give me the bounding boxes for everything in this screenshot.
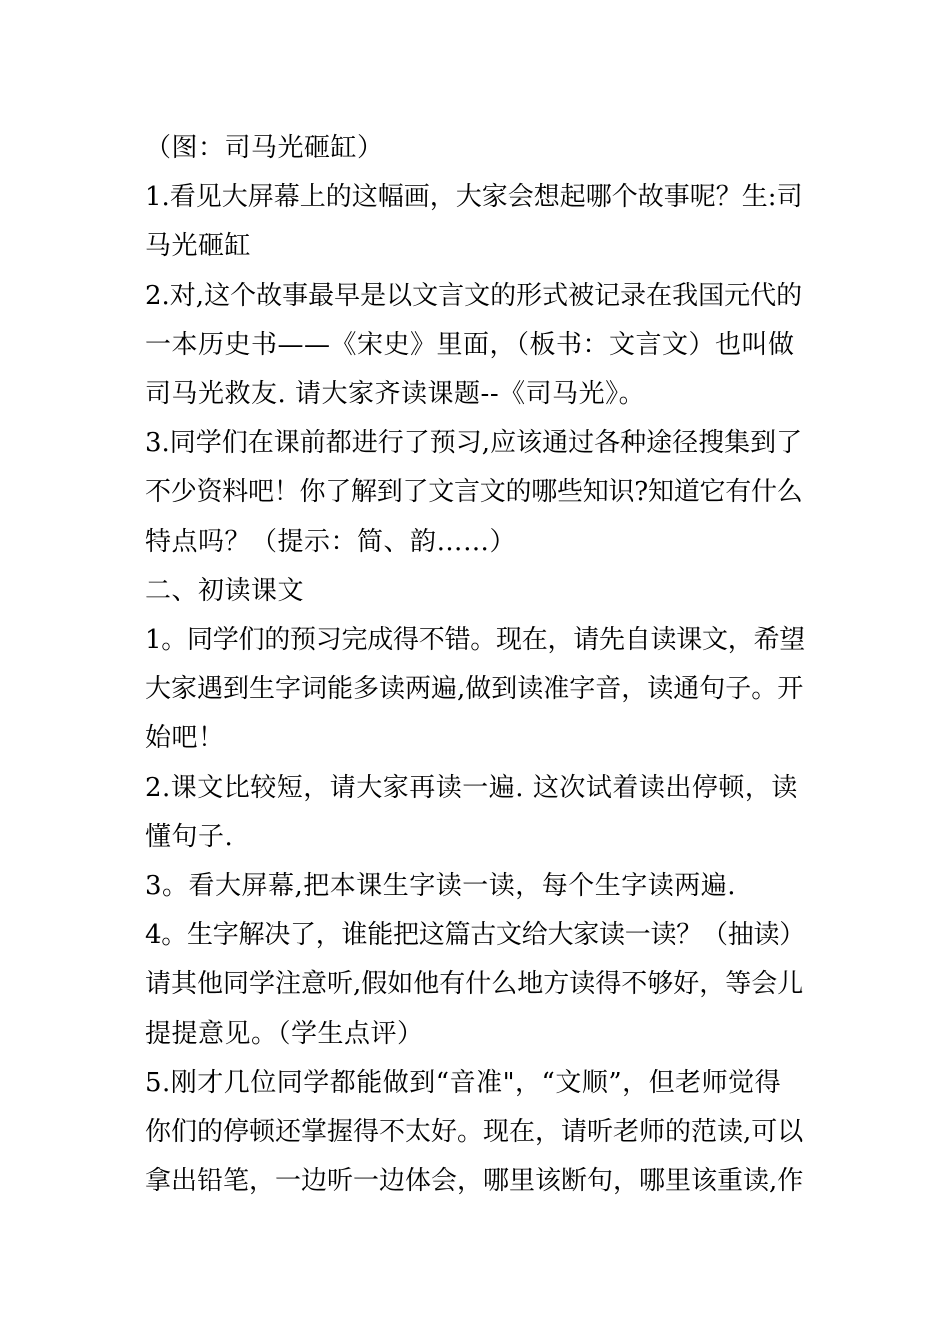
text-line: 始吧！ [145, 723, 225, 754]
document-body [145, 124, 807, 1206]
text-line: 5.刚才几位同学都能做到“音准"，“文顺”，但老师觉得 [145, 1067, 782, 1098]
text-line: 4。生字解决了，谁能把这篇古文给大家读一读？（抽读） [145, 920, 806, 951]
section-heading: 二、初读课文 [145, 575, 305, 606]
image-caption: （图：司马光砸缸） [145, 133, 384, 163]
text-line: 大家遇到生字词能多读两遍,做到读准字音，读通句子。开 [145, 674, 804, 705]
text-line: 2.对,这个故事最早是以文言文的形式被记录在我国元代的 [145, 280, 803, 311]
text-line: 提提意见。（学生点评） [145, 1018, 424, 1049]
text-line: 你们的停顿还掌握得不太好。现在，请听老师的范读,可以 [145, 1117, 804, 1148]
text-line: 特点吗？（提示：简、韵……） [145, 526, 517, 557]
text-line: 3.同学们在课前都进行了预习,应该通过各种途径搜集到了 [145, 428, 803, 459]
text-line: 3。看大屏幕,把本课生字读一读，每个生字读两遍. [145, 871, 737, 902]
text-line: 请其他同学注意听,假如他有什么地方读得不够好，等会儿 [145, 969, 804, 1000]
text-line: 懂句子. [145, 821, 234, 852]
text-line: 2.课文比较短，请大家再读一遍. 这次试着读出停顿，读 [145, 772, 798, 803]
text-line: 不少资料吧！你了解到了文言文的哪些知识?知道它有什么 [145, 477, 803, 508]
text-line: 一本历史书——《宋史》里面，（板书：文言文）也叫做 [145, 329, 795, 360]
text-line: 马光砸缸 [145, 231, 252, 262]
text-line: 拿出铅笔，一边听一边体会，哪里该断句，哪里该重读,作 [145, 1166, 804, 1197]
text-line: 1.看见大屏幕上的这幅画，大家会想起哪个故事呢？生:司 [145, 182, 803, 213]
text-line: 1。同学们的预习完成得不错。现在，请先自读课文，希望 [145, 625, 806, 656]
text-line: 司马光救友. 请大家齐读课题--《司马光》。 [145, 379, 646, 410]
